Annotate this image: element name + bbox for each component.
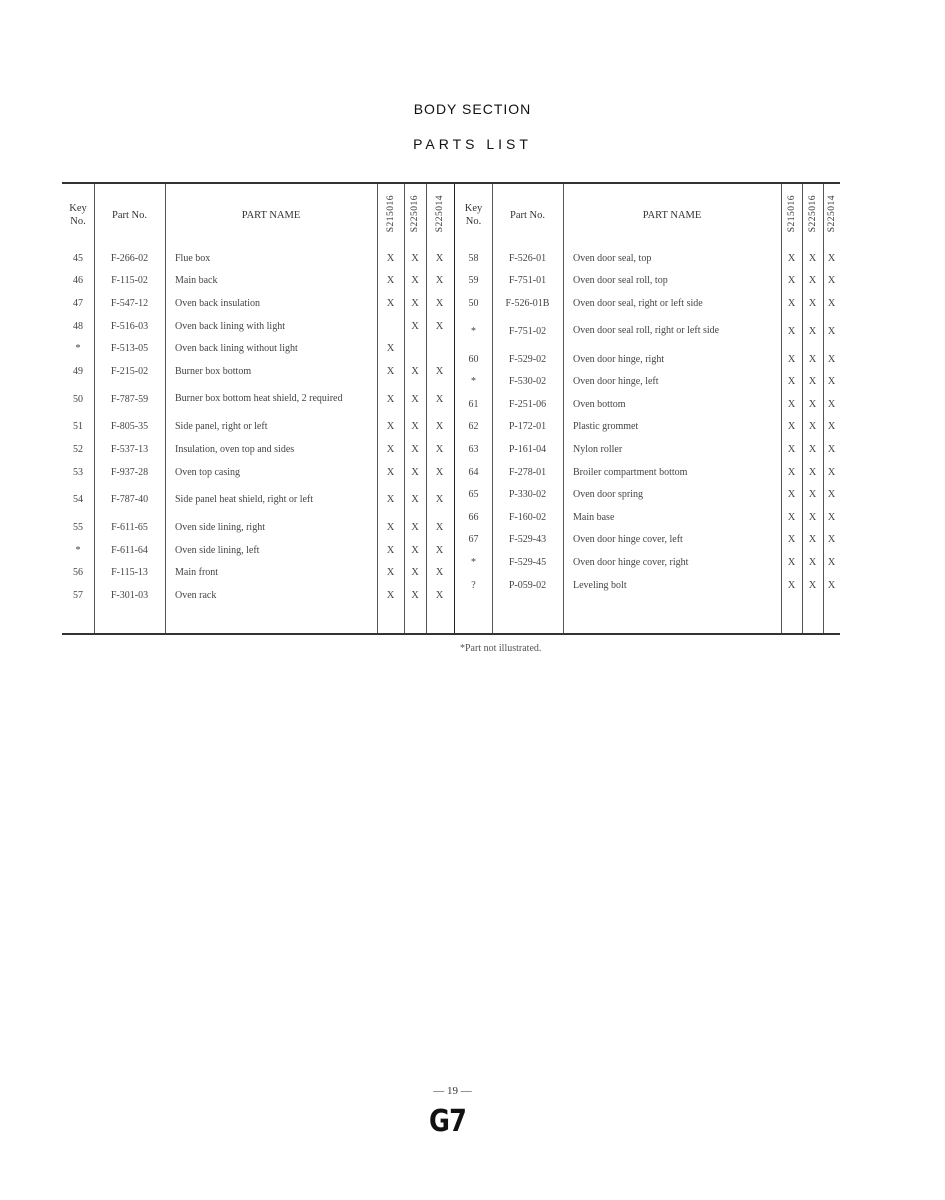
model-mark: X bbox=[435, 393, 444, 405]
table-row bbox=[455, 315, 840, 348]
part-no: F-611-65 bbox=[111, 522, 148, 534]
table-row bbox=[62, 416, 453, 439]
part-name: Flue box bbox=[175, 252, 211, 264]
key-no: 58 bbox=[468, 252, 479, 264]
key-no: 60 bbox=[468, 353, 479, 365]
model-mark: X bbox=[808, 398, 817, 410]
model-mark: X bbox=[787, 579, 796, 591]
model-mark: X bbox=[787, 398, 796, 410]
model-mark: X bbox=[435, 275, 444, 287]
part-name: Oven door hinge, right bbox=[573, 353, 665, 365]
part-name: Oven door hinge cover, left bbox=[573, 534, 683, 546]
model-mark: X bbox=[827, 325, 836, 337]
key-no: 51 bbox=[73, 421, 83, 433]
model-mark: X bbox=[787, 353, 796, 365]
key-no: 66 bbox=[468, 511, 479, 523]
table-row bbox=[62, 438, 453, 461]
model-header: S225016 bbox=[410, 194, 420, 233]
key-header: Key No. bbox=[464, 203, 483, 227]
model-mark: X bbox=[386, 494, 395, 506]
model-mark: X bbox=[787, 376, 796, 388]
key-no: * bbox=[471, 325, 476, 337]
model-mark: X bbox=[787, 421, 796, 433]
key-no: 61 bbox=[468, 398, 479, 410]
part-no: F-529-43 bbox=[508, 534, 547, 546]
model-header: S225016 bbox=[807, 194, 818, 233]
part-no: P-330-02 bbox=[508, 489, 547, 501]
model-mark: X bbox=[808, 579, 817, 591]
model-mark: X bbox=[386, 421, 395, 433]
part-no: F-529-02 bbox=[508, 353, 547, 365]
model-mark: X bbox=[787, 466, 796, 478]
model-mark: X bbox=[435, 522, 444, 534]
page-number: — 19 — bbox=[433, 1085, 472, 1097]
part-name: Main back bbox=[175, 275, 218, 287]
part-no: F-547-12 bbox=[110, 297, 149, 309]
part-no: F-160-02 bbox=[508, 511, 547, 523]
key-no: 48 bbox=[73, 320, 83, 332]
part-name: Burner box bottom bbox=[175, 365, 252, 377]
key-no: ? bbox=[471, 579, 476, 591]
model-mark: X bbox=[787, 297, 796, 309]
key-no: 62 bbox=[468, 421, 479, 433]
part-name: Main base bbox=[573, 511, 615, 523]
key-no: 59 bbox=[468, 275, 479, 287]
key-no: 45 bbox=[73, 252, 83, 264]
model-mark: X bbox=[787, 511, 796, 523]
key-no: 57 bbox=[73, 589, 83, 601]
table-row bbox=[455, 270, 840, 293]
model-mark: X bbox=[827, 275, 836, 287]
table-row bbox=[62, 483, 453, 516]
part-no: F-787-59 bbox=[110, 393, 149, 405]
model-mark: X bbox=[808, 297, 817, 309]
model-mark: X bbox=[827, 534, 836, 546]
model-mark: X bbox=[827, 376, 836, 388]
key-no: 52 bbox=[73, 443, 83, 455]
model-mark: X bbox=[386, 275, 395, 287]
table-row bbox=[455, 483, 840, 506]
key-no: 50 bbox=[468, 297, 479, 309]
part-no: F-251-06 bbox=[508, 398, 547, 410]
part-name: Burner box bottom heat shield, 2 required bbox=[175, 393, 343, 405]
table-row bbox=[455, 529, 840, 552]
bottom-rule bbox=[62, 633, 840, 635]
part-name: Oven door seal roll, right or left side bbox=[573, 325, 720, 337]
key-no: 49 bbox=[73, 365, 83, 377]
parts-table-right bbox=[455, 183, 840, 596]
key-no: * bbox=[471, 376, 476, 388]
model-mark: X bbox=[808, 421, 817, 433]
model-mark: X bbox=[386, 466, 395, 478]
table-row bbox=[455, 461, 840, 484]
table-row bbox=[455, 393, 840, 416]
model-mark: X bbox=[435, 567, 444, 579]
model-mark bbox=[377, 315, 404, 338]
table-row bbox=[455, 438, 840, 461]
table-row bbox=[455, 292, 840, 315]
model-mark: X bbox=[787, 489, 796, 501]
part-no: F-513-05 bbox=[110, 343, 149, 355]
model-mark: X bbox=[411, 275, 419, 287]
model-mark: X bbox=[386, 365, 395, 377]
part-no: F-266-02 bbox=[110, 252, 149, 264]
part-no: F-529-45 bbox=[508, 556, 547, 568]
part-name: Oven side lining, right bbox=[175, 522, 265, 534]
name-header: PART NAME bbox=[241, 209, 301, 221]
model-mark: X bbox=[411, 252, 419, 264]
model-mark: X bbox=[808, 534, 817, 546]
key-no: 55 bbox=[73, 522, 83, 534]
part-no: F-516-03 bbox=[110, 320, 149, 332]
model-mark: X bbox=[808, 275, 817, 287]
model-mark: X bbox=[386, 393, 395, 405]
part-name: Oven door seal, right or left side bbox=[573, 297, 703, 309]
model-mark: X bbox=[808, 489, 817, 501]
model-mark: X bbox=[386, 443, 395, 455]
table-row bbox=[62, 337, 453, 360]
model-mark: X bbox=[411, 589, 419, 601]
part-name: Side panel, right or left bbox=[175, 421, 268, 433]
model-mark: X bbox=[386, 297, 395, 309]
model-mark: X bbox=[808, 252, 817, 264]
key-no: * bbox=[471, 556, 476, 568]
part-no: F-526-01B bbox=[505, 297, 550, 309]
model-mark bbox=[426, 337, 453, 360]
model-mark: X bbox=[827, 398, 836, 410]
footnote: *Part not illustrated. bbox=[460, 643, 542, 654]
model-mark: X bbox=[435, 365, 444, 377]
key-no: 47 bbox=[73, 297, 83, 309]
model-mark: X bbox=[435, 252, 444, 264]
model-mark: X bbox=[435, 589, 444, 601]
model-mark: X bbox=[435, 544, 444, 556]
table-header bbox=[455, 183, 840, 247]
part-no: F-526-01 bbox=[508, 252, 547, 264]
part-name: Side panel heat shield, right or left bbox=[175, 493, 314, 505]
model-mark: X bbox=[386, 343, 395, 355]
model-mark: X bbox=[386, 522, 395, 534]
model-mark: X bbox=[808, 511, 817, 523]
model-mark: X bbox=[435, 443, 444, 455]
table-header bbox=[62, 183, 453, 247]
part-name: Oven back lining without light bbox=[175, 343, 298, 355]
table-row bbox=[62, 584, 453, 607]
model-mark: X bbox=[386, 544, 395, 556]
model-mark: X bbox=[808, 353, 817, 365]
part-no: F-537-13 bbox=[110, 443, 149, 455]
model-mark: X bbox=[787, 275, 796, 287]
part-no: F-278-01 bbox=[508, 466, 547, 478]
table-row bbox=[62, 383, 453, 416]
table-row bbox=[455, 506, 840, 529]
model-mark: X bbox=[787, 534, 796, 546]
model-mark: X bbox=[435, 421, 444, 433]
key-header: Key No. bbox=[69, 203, 87, 227]
model-mark: X bbox=[787, 252, 796, 264]
key-no: 56 bbox=[73, 567, 83, 579]
part-name: Nylon roller bbox=[573, 443, 623, 455]
part-name: Leveling bolt bbox=[573, 579, 627, 591]
key-no: * bbox=[75, 343, 81, 355]
part-name: Broiler compartment bottom bbox=[573, 466, 688, 478]
part-no: F-530-02 bbox=[508, 376, 547, 388]
part-no: F-301-03 bbox=[110, 589, 149, 601]
name-header: PART NAME bbox=[642, 209, 702, 221]
part-header: Part No. bbox=[112, 209, 147, 221]
part-no: F-805-35 bbox=[110, 421, 149, 433]
model-mark: X bbox=[435, 466, 444, 478]
model-mark: X bbox=[435, 320, 444, 332]
key-no: 67 bbox=[468, 534, 479, 546]
table-row bbox=[62, 315, 453, 338]
table-row bbox=[455, 416, 840, 439]
key-no: 46 bbox=[73, 275, 83, 287]
table-row bbox=[62, 292, 453, 315]
model-mark: X bbox=[411, 443, 419, 455]
model-mark: X bbox=[411, 393, 419, 405]
part-name: Main front bbox=[175, 567, 219, 579]
model-mark: X bbox=[787, 325, 796, 337]
model-mark: X bbox=[827, 443, 836, 455]
table-row bbox=[62, 270, 453, 293]
model-mark: X bbox=[435, 494, 444, 506]
part-name: Plastic grommet bbox=[573, 421, 639, 433]
table-row bbox=[455, 247, 840, 270]
model-mark: X bbox=[827, 489, 836, 501]
parts-table-left bbox=[62, 183, 453, 607]
part-name: Oven door seal, top bbox=[573, 252, 652, 264]
model-mark: X bbox=[411, 544, 419, 556]
part-name: Insulation, oven top and sides bbox=[175, 443, 295, 455]
model-mark: X bbox=[411, 320, 419, 332]
part-header: Part No. bbox=[510, 209, 545, 221]
model-header: S225014 bbox=[826, 194, 837, 233]
model-mark: X bbox=[827, 297, 836, 309]
model-mark: X bbox=[808, 376, 817, 388]
part-no: F-751-02 bbox=[508, 325, 547, 337]
key-no: * bbox=[75, 544, 81, 556]
part-name: Oven bottom bbox=[573, 398, 626, 410]
part-name: Oven door hinge, left bbox=[573, 376, 659, 388]
part-no: P-172-01 bbox=[508, 421, 547, 433]
model-mark: X bbox=[386, 252, 395, 264]
table-row bbox=[62, 360, 453, 383]
part-name: Oven back lining with light bbox=[175, 320, 285, 332]
part-no: P-161-04 bbox=[508, 443, 547, 455]
part-name: Oven door spring bbox=[573, 489, 643, 501]
table-row bbox=[455, 574, 840, 597]
part-name: Oven door hinge cover, right bbox=[573, 556, 689, 568]
part-no: F-115-02 bbox=[111, 275, 148, 287]
part-no: P-059-02 bbox=[508, 579, 547, 591]
key-no: 50 bbox=[73, 393, 83, 405]
model-mark: X bbox=[411, 522, 419, 534]
table-row bbox=[62, 247, 453, 270]
model-mark: X bbox=[787, 556, 796, 568]
model-mark: X bbox=[411, 421, 419, 433]
model-mark: X bbox=[411, 494, 419, 506]
table-row bbox=[62, 516, 453, 539]
model-mark: X bbox=[411, 365, 419, 377]
model-mark: X bbox=[827, 511, 836, 523]
model-mark: X bbox=[386, 589, 395, 601]
table-row bbox=[455, 370, 840, 393]
part-no: F-115-13 bbox=[111, 567, 148, 579]
model-mark: X bbox=[827, 579, 836, 591]
model-header: S215016 bbox=[385, 194, 396, 233]
model-mark: X bbox=[411, 567, 419, 579]
list-title: PARTS LIST bbox=[413, 136, 532, 152]
model-mark bbox=[404, 337, 426, 360]
model-mark: X bbox=[435, 297, 444, 309]
table-row bbox=[455, 348, 840, 371]
part-no: F-937-28 bbox=[110, 466, 149, 478]
model-mark: X bbox=[808, 466, 817, 478]
model-mark: X bbox=[827, 252, 836, 264]
model-mark: X bbox=[827, 421, 836, 433]
part-no: F-215-02 bbox=[110, 365, 149, 377]
section-title: BODY SECTION bbox=[413, 101, 532, 117]
model-mark: X bbox=[787, 443, 796, 455]
model-mark: X bbox=[411, 297, 419, 309]
model-mark: X bbox=[808, 556, 817, 568]
model-header: S225014 bbox=[434, 194, 445, 233]
part-name: Oven door seal roll, top bbox=[573, 275, 668, 287]
part-name: Oven side lining, left bbox=[175, 544, 260, 556]
table-row bbox=[62, 562, 453, 585]
model-mark: X bbox=[808, 325, 817, 337]
part-no: F-751-01 bbox=[508, 275, 547, 287]
key-no: 64 bbox=[468, 466, 479, 478]
model-mark: X bbox=[827, 466, 836, 478]
part-no: F-787-40 bbox=[110, 494, 149, 506]
table-row bbox=[62, 539, 453, 562]
key-no: 53 bbox=[73, 466, 83, 478]
key-no: 65 bbox=[468, 489, 479, 501]
table-row bbox=[62, 461, 453, 484]
model-mark: X bbox=[827, 556, 836, 568]
model-header: S215016 bbox=[786, 194, 797, 233]
model-mark: X bbox=[411, 466, 419, 478]
part-no: F-611-64 bbox=[111, 544, 148, 556]
part-name: Oven rack bbox=[175, 589, 217, 601]
table-row bbox=[455, 551, 840, 574]
key-no: 54 bbox=[73, 494, 83, 506]
key-no: 63 bbox=[468, 443, 479, 455]
part-name: Oven back insulation bbox=[175, 297, 260, 309]
model-mark: X bbox=[827, 353, 836, 365]
part-name: Oven top casing bbox=[175, 466, 240, 478]
page-code: G7 bbox=[429, 1104, 466, 1139]
model-mark: X bbox=[808, 443, 817, 455]
model-mark: X bbox=[386, 567, 395, 579]
